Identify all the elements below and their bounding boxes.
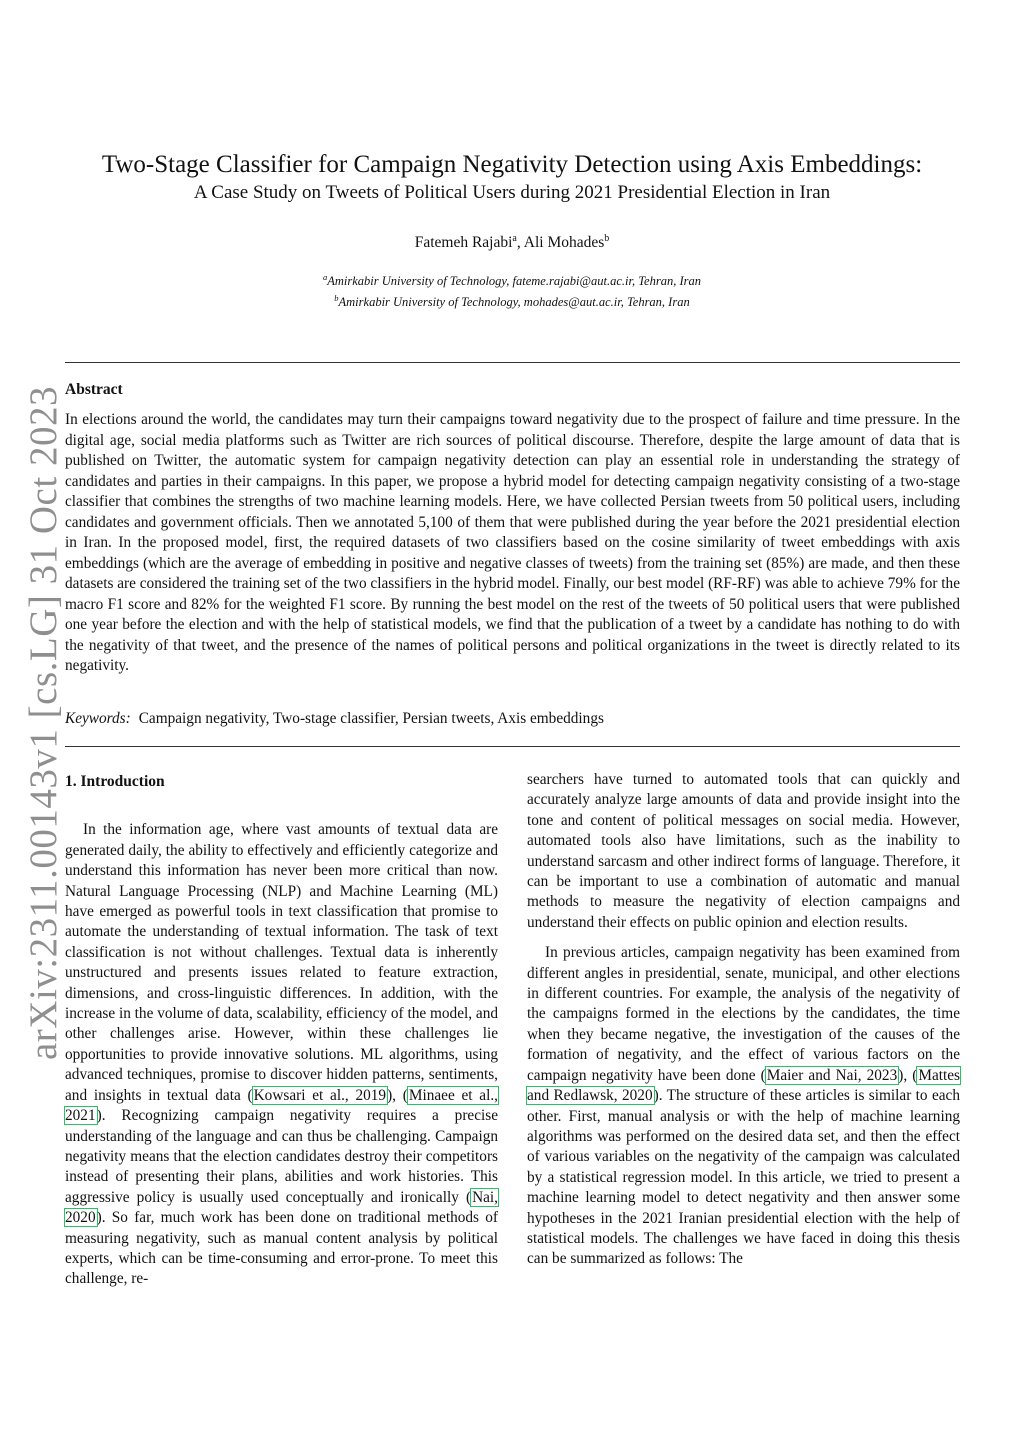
intro-paragraph-1-continued: searchers have turned to automated tools that can quickly and accurately analyze large amounts of data and provide insight into the tone and content of political messages on social media. However, automated tools also have limitations, such as the inability to understand sarcasm and other indirect forms of language. Therefore, it can be important to use a combination of automatic and manual methods to measure the negativity of election campaigns and understand their effects on public opinion and election results. (527, 771, 960, 931)
right-column (527, 770, 960, 1270)
paragraph-text: ). So far, much work has been done on traditional methods of measuring negativity, such as manual content analysis by political experts, which can be time-consuming and error-prone. To meet this challenge, re- (65, 1209, 498, 1288)
abstract-heading: Abstract (65, 381, 123, 398)
header-divider (65, 362, 960, 363)
author-list: Fatemeh Rajabi$^a$, Ali Mohades$^b$ (414, 233, 610, 252)
citation-link[interactable]: Minaee et al., 2021 (65, 1086, 498, 1125)
author-name: Ali Mohades (523, 234, 605, 252)
keywords-label: Keywords: (65, 710, 131, 727)
citation-link[interactable]: Maier and Nai, 2023 (766, 1066, 898, 1084)
paragraph-text: In the information age, where vast amounts of textual data are generated daily, the ability to effectively and efficiently categorize and understand this information has never been more critical than now. Natural Language Processing (NLP) and Machine Learning (ML) have emerged as powerful tools in text classification that promise to automate the understanding of textual information. The task of text classification is not without challenges. Textual data is inherently unstructured and presents issues related to feature extraction, dimensions, and cross-linguistic differences. In addition, with the increase in the volume of data, scalability, efficiency of the model, and other challenges arise. However, within these challenges lie opportunities to provide innovative solutions. ML algorithms, using advanced techniques, promise to discover hidden patterns, sentiments, and insights in textual data ( (65, 821, 498, 1104)
author-name: Fatemeh Rajabi (414, 234, 513, 252)
affiliation (60, 290, 964, 311)
affiliation-mark: a (322, 272, 328, 282)
affiliation-list (60, 269, 964, 311)
intro-paragraph-1 (65, 820, 498, 1289)
paragraph-text: ). Recognizing campaign negativity requires a precise understanding of the language and can thus be challenging. Campaign negativity means that the election candidates destroy their competitors instead of presenting their plans, abilities and work histories. This aggressive policy is usually used conceptually and ironically ( (65, 1107, 498, 1206)
paper-title: Two-Stage Classifier for Campaign Negativity Detection using Axis Embeddings: (101, 151, 923, 178)
citation-link[interactable]: Kowsari et al., 2019 (253, 1086, 387, 1104)
author-affil-mark: a (512, 233, 517, 244)
citation-link[interactable]: Mattes and Redlawsk, 2020 (527, 1066, 960, 1105)
affiliation (60, 269, 964, 290)
left-column (65, 770, 498, 1290)
abstract-divider (65, 746, 960, 747)
citation-link[interactable]: Nai, 2020 (65, 1188, 498, 1227)
affiliation-mark: b (334, 293, 339, 304)
keywords-text: Campaign negativity, Two-stage classifier, Persian tweets, Axis embeddings (138, 710, 604, 727)
paragraph-text: ), ( (898, 1066, 918, 1084)
intro-paragraph-2 (527, 943, 960, 1270)
paragraph-text: ), ( (387, 1086, 408, 1104)
abstract-text: In elections around the world, the candidates may turn their campaigns toward negativity due to the prospect of failure and time pressure. In the digital age, social media platforms such as Twitter are rich sources of political discourse. Therefore, despite the large amount of data that is published on Twitter, the automatic system for campaign negativity detection can play an essential role in understanding the strategy of candidates and parties in their campaigns. In this paper, we propose a hybrid model for detecting campaign negativity consisting of a two-stage classifier that combines the strengths of two machine learning models. Here, we have collected Persian tweets from 50 political users, including candidates and government officials. Then we annotated 5,100 of them that were published during the year before the 2021 presidential election in Iran. In the proposed model, first, the required datasets of two classifiers based on the cosine similarity of tweet embeddings with axis embeddings (which are the average of embedding in positive and negative classes of tweets) from the training set (85%) are made, and then these datasets are considered the training set of the two classifiers in the hybrid model. Finally, our best model (RF-RF) was able to achieve 79% for the macro F1 score and 82% for the weighted F1 score. By running the best model on the rest of the tweets of 50 political users that were published one year before the election and with the help of statistical models, we find that the publication of a tweet by a candidate has nothing to do with the negativity of that tweet, and the presence of the names of political persons and political organizations in the tweet is directly related to its negativity. (65, 411, 960, 674)
affiliation-text: Amirkabir University of Technology, mohades@aut.ac.ir, Tehran, Iran (338, 295, 690, 310)
paragraph-text: In previous articles, campaign negativity has been examined from different angles in presidential, senate, municipal, and other elections in different countries. For example, the analysis of the negativity of the campaigns formed in the elections by the candidates, the time when they became negative, the investigation of the causes of the formation of negativity, and the effect of various factors on the campaign negativity have been done ( (527, 944, 960, 1084)
section-heading-introduction: 1. Introduction (65, 773, 165, 790)
affiliation-text: Amirkabir University of Technology, fateme.rajabi@aut.ac.ir, Tehran, Iran (327, 274, 701, 289)
arxiv-identifier-stamp: arXiv:2311.00143v1 [cs.LG] 31 Oct 2023 (22, 386, 65, 1060)
paragraph-text: ). The structure of these articles is similar to each other. First, manual analysis or with the help of machine learning algorithms was performed on the desired data set, and then the effect of various variables on the negativity of the campaign was calculated by a statistical regression model. In this article, we tried to present a machine learning model to detect negativity and then answer some hypotheses in the 2021 Iranian presidential election with the help of statistical models. The challenges we have faced in doing this thesis can be summarized as follows: The (527, 1087, 960, 1268)
paper-title-block (60, 150, 964, 206)
paper-subtitle: A Case Study on Tweets of Political Users during 2021 Presidential Election in Iran (193, 182, 831, 203)
keywords-line (65, 710, 960, 728)
author-affil-mark: b (604, 233, 610, 244)
